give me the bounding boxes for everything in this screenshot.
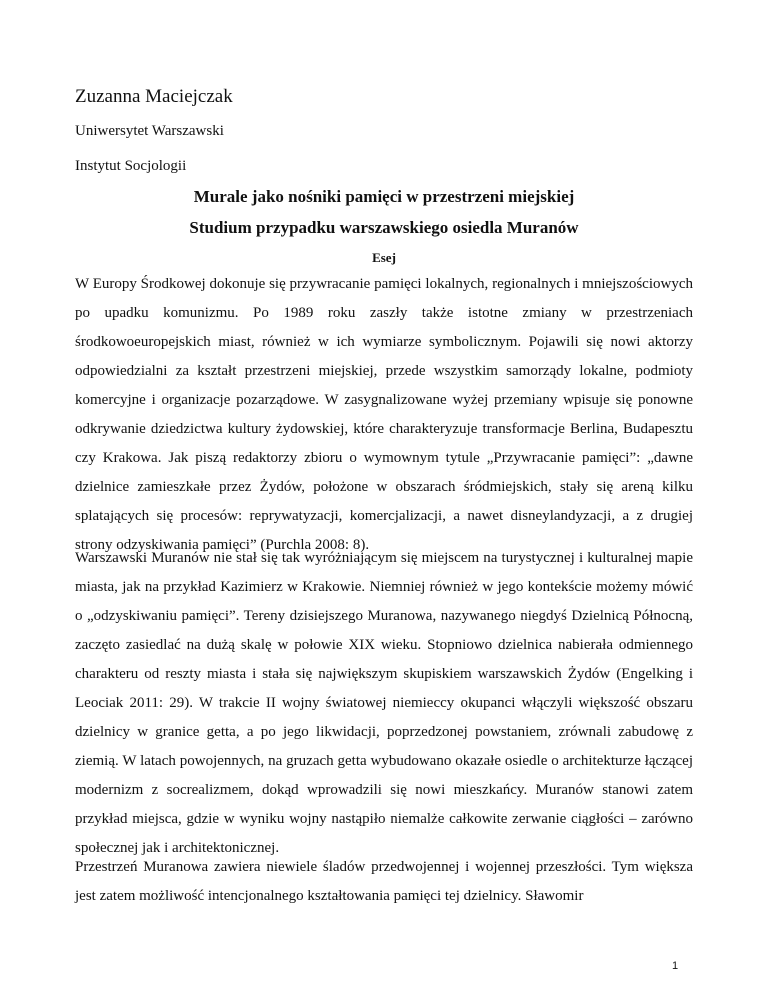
- body-paragraph: Warszawski Muranów nie stał się tak wyróżniającym się miejscem na turystycznej i kulturalnej mapie miasta, jak na przykład Kazimierz w Krakowie. Niemniej również w jego kontekście możemy mówić o „odzyskiwaniu pamięci”. Tereny dzisiejszego Muranowa, nazywanego niegdyś Dzielnicą Północną, zaczęto zasiedlać na dużą skalę w połowie XIX wieku. Stopniowo dzielnica nabierała odmiennego charakteru od reszty miasta i stała się największym skupiskiem warszawskich Żydów (Engelking i Leociak 2011: 29). W trakcie II wojny światowej niemieccy okupanci włączyli większość obszaru dzielnicy w granice getta, a po jego likwidacji, poprzedzonej powstaniem, zrównali zabudowę z ziemią. W latach powojennych, na gruzach getta wybudowano okazałe osiedle o architekturze łączącej modernizm z socrealizmem, dokąd wprowadzili się nowi mieszkańcy. Muranów stanowi zatem przykład miejsca, gdzie w wyniku wojny nastąpiło niemalże całkowite zerwanie ciągłości – zarówno społecznej jak i architektonicznej.: [75, 550, 693, 856]
- affiliation-institute: Instytut Socjologii: [75, 158, 187, 174]
- affiliation-university: Uniwersytet Warszawski: [75, 123, 224, 139]
- title-line-2: Studium przypadku warszawskiego osiedla Muranów: [189, 218, 579, 237]
- title-line-1: Murale jako nośniki pamięci w przestrzeni miejskiej: [193, 187, 575, 206]
- genre-label: Esej: [372, 250, 396, 265]
- page-number: 1: [672, 960, 679, 972]
- body-paragraph: Przestrzeń Muranowa zawiera niewiele śladów przedwojennej i wojennej przeszłości. Tym większa jest zatem możliwość intencjonalnego kształtowania pamięci tej dzielnicy. Sławomir: [75, 859, 693, 904]
- author-name: Zuzanna Maciejczak: [75, 86, 233, 107]
- body-paragraph: W Europy Środkowej dokonuje się przywracanie pamięci lokalnych, regionalnych i mniejszościowych po upadku komunizmu. Po 1989 roku zaszły także istotne zmiany w przestrzeniach środkowoeuropejskich miast, również w ich wymiarze symbolicznym. Pojawili się nowi aktorzy odpowiedzialni za kształt przestrzeni miejskiej, przede wszystkim samorządy lokalne, podmioty komercyjne i organizacje pozarządowe. W zasygnalizowane wyżej przemiany wpisuje się ponowne odkrywanie dziedzictwa kultury żydowskiej, które charakteryzuje transformacje Berlina, Budapesztu czy Krakowa. Jak piszą redaktorzy zbioru o wymownym tytule „Przywracanie pamięci”: „dawne dzielnice zamieszkałe przez Żydów, położone w obszarach śródmiejskich, stały się areną kilku splatających się procesów: reprywatyzacji, komercjalizacji, a nawet disneylandyzacji, a z drugiej strony odzyskiwania pamięci” (Purchla 2008: 8).: [75, 276, 693, 553]
